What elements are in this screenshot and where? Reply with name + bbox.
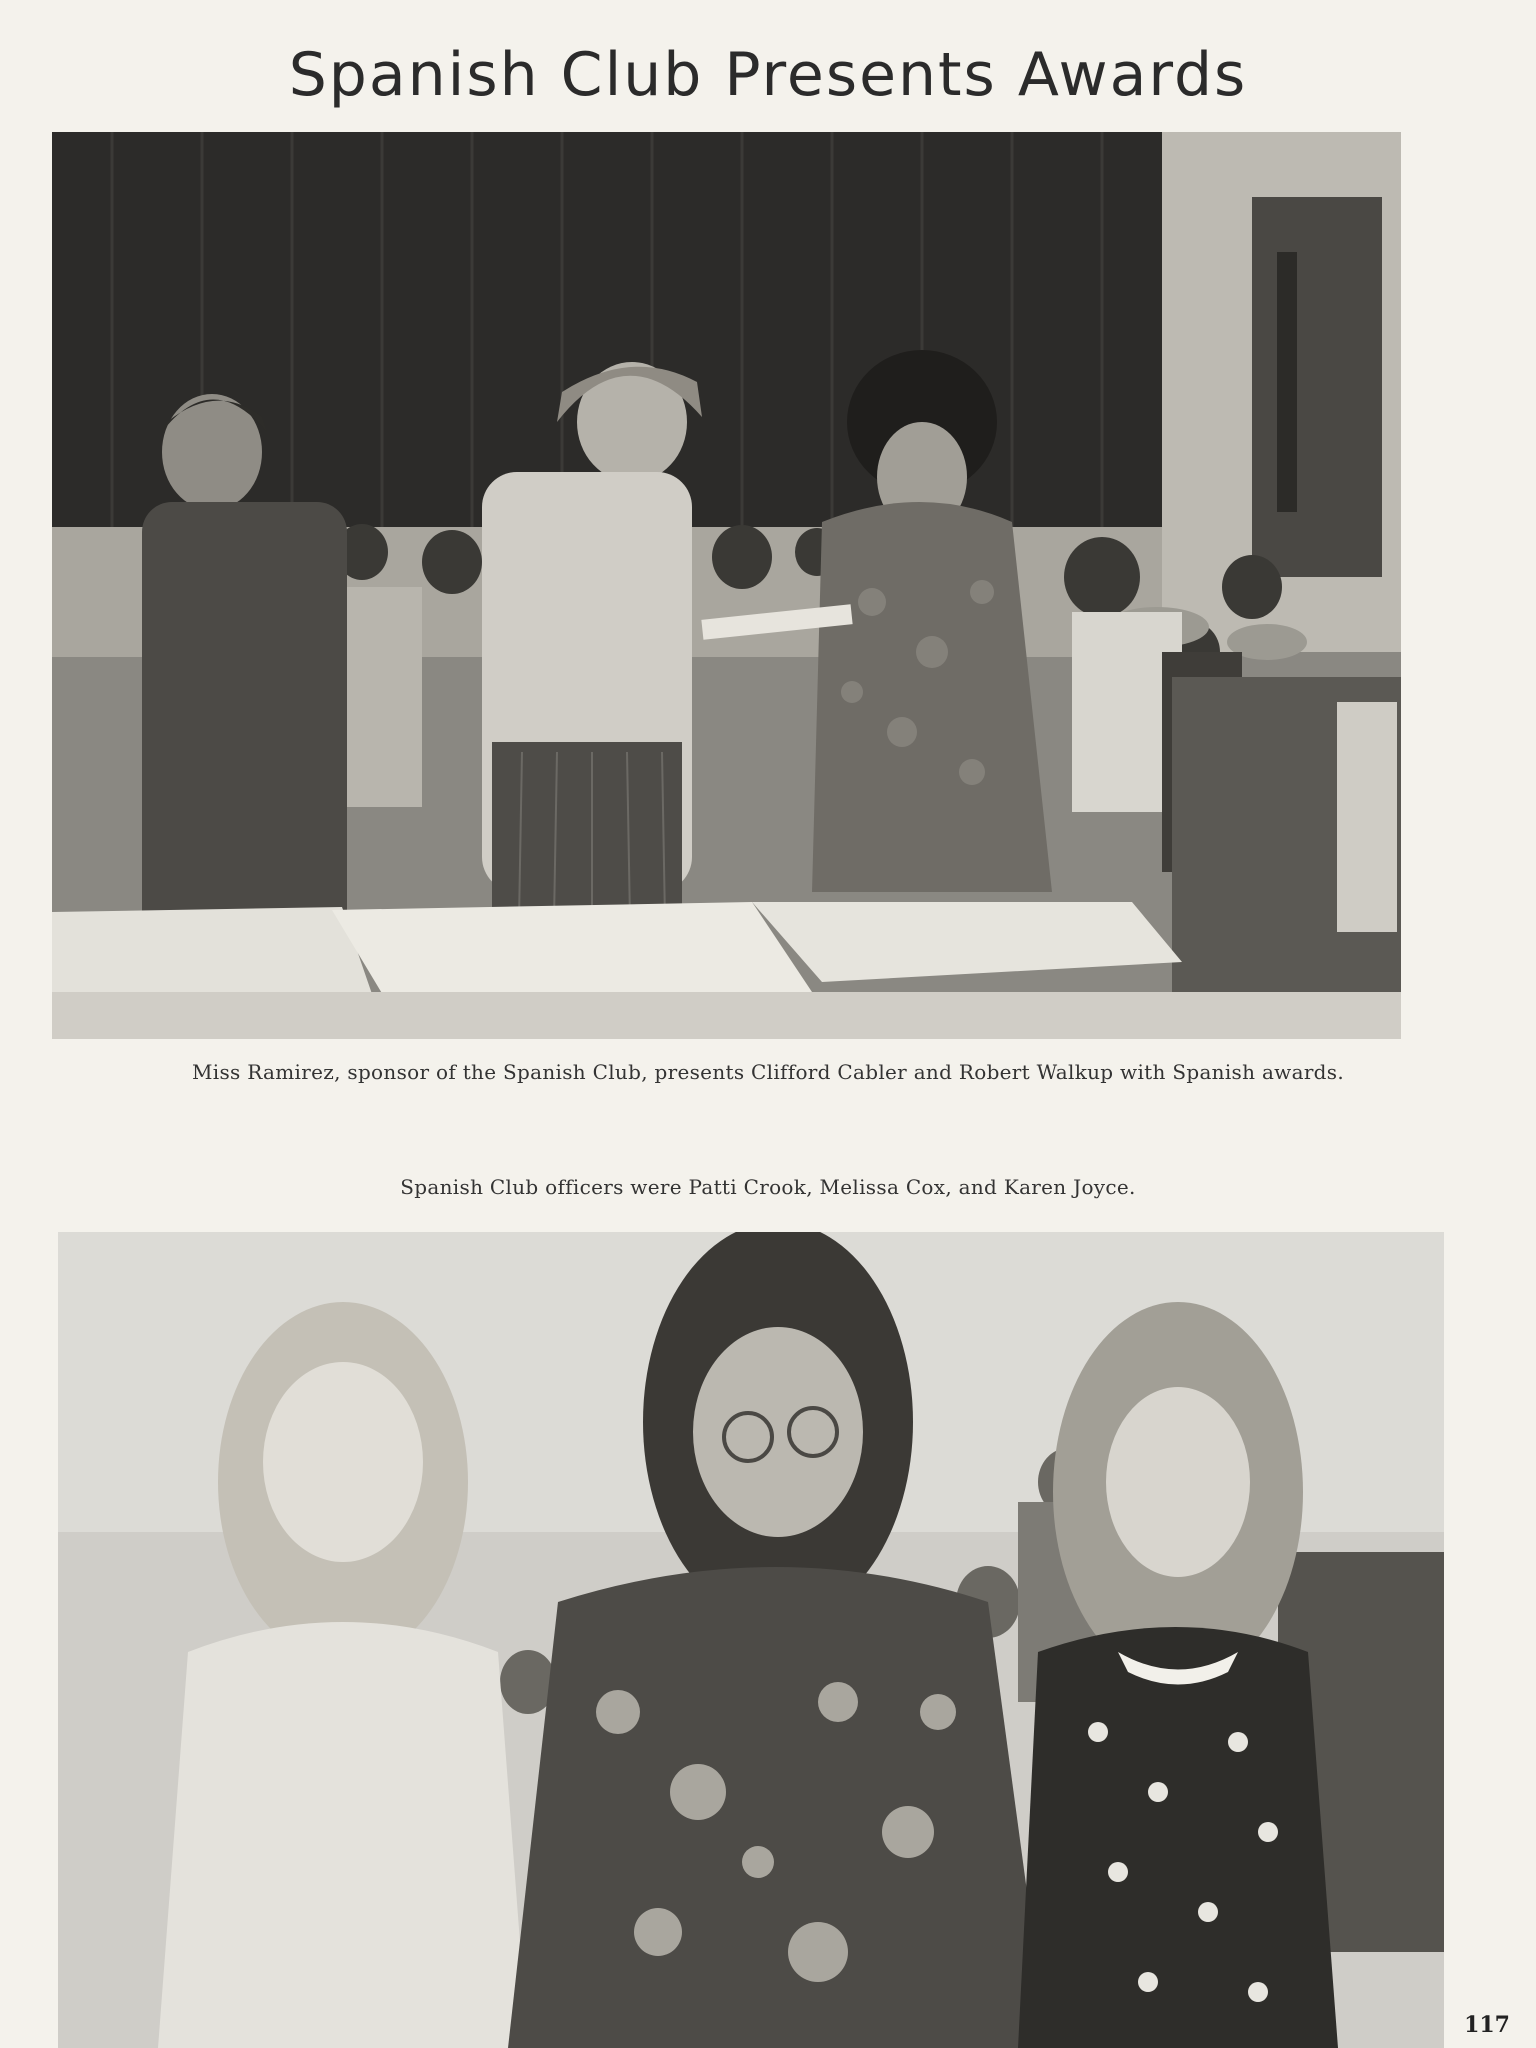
top-photo-caption: Miss Ramirez, sponsor of the Spanish Club, presents Clifford Cabler and Robert Walkup with Spanish awards. (191, 1060, 1345, 1084)
award-presentation-photo (52, 132, 1401, 1039)
club-officers-photo (58, 1232, 1444, 2048)
page-title: Spanish Club Presents Awards (288, 40, 1248, 110)
page-number: 117 (1464, 2012, 1510, 2038)
bottom-photo-caption: Spanish Club officers were Patti Crook, Melissa Cox, and Karen Joyce. (400, 1175, 1136, 1199)
